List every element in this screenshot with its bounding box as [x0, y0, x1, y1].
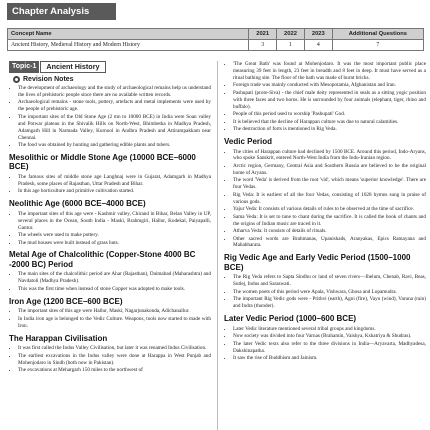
cell-2023: 4 — [304, 40, 332, 51]
list-item: • 'The Great Bath' was found at Mohenjodaro. It was the most important public place measuring 39 feet in length, 23 feet in breadth and 8 feet in deep. It must have served as a ritual bathing site. The floor of the bath was made of burnt bricks. — [233, 61, 426, 82]
list-item: • Atharva Veda: It consists of details of rituals. — [233, 228, 426, 235]
intro-list — [9, 85, 211, 149]
later-vedic-list — [224, 326, 426, 362]
revision-notes-heading — [13, 76, 211, 83]
section-heading-vedic: Vedic Period — [224, 137, 273, 147]
col-concept-name: Concept Name — [8, 29, 249, 40]
list-item: • The famous sites of middle stone age Langhnaj were in Gujarat, Adamgarh in Madhya Pradesh, some places of Rajasthan, Uttar Pradesh and Bihar. — [18, 174, 211, 188]
list-item: • The word 'Veda' is derived from the root 'vid', which means 'superior knowledge'. There are four Vedas. — [233, 177, 426, 191]
iron-age-list — [9, 308, 211, 329]
list-item: • The important sites of this age were Hallur, Maski, Nagarjunakonda, Adichanallur. — [18, 308, 211, 315]
topic-tag: Topic-1 — [9, 61, 39, 73]
section-heading-chalcolithic: Metal Age of Chalcolithic (Copper-Stone 4000 BC -2000 BC) Period — [9, 250, 196, 269]
chapter-analysis-table — [7, 28, 424, 51]
vedic-list — [224, 149, 426, 250]
list-item: • This was the first time when instead of stone Copper was adopted to make tools. — [18, 286, 211, 293]
topic-banner — [9, 61, 211, 73]
section-heading-early-vedic: Rig Vedic Age and Early Vedic Period (1500–1000 BCE) — [224, 253, 411, 272]
table-row — [8, 40, 424, 51]
right-column — [224, 61, 426, 430]
harappan-continued-list — [224, 61, 426, 133]
col-2022: 2022 — [277, 29, 305, 40]
list-item: • Foreign trade was mainly conducted with Mesopotamia, Afghanistan and Iran. — [233, 82, 426, 89]
cell-2021: 3 — [249, 40, 277, 51]
cell-concept: Ancient History, Medieval History and Modern History — [8, 40, 249, 51]
neolithic-list — [9, 211, 211, 247]
col-additional-questions: Additional Questions — [332, 29, 423, 40]
col-2021: 2021 — [249, 29, 277, 40]
table-header-row — [8, 29, 424, 40]
col-2023: 2023 — [304, 29, 332, 40]
chalcolithic-list — [9, 271, 211, 292]
list-item: • The mud houses were built instead of grass huts. — [18, 240, 211, 247]
mesolithic-list — [9, 174, 211, 195]
list-item: • Rig Veda: It is earliest of all the four Vedas, consisting of 1028 hymns sung in praise of various gods. — [233, 192, 426, 206]
list-item: • People of this period used to worship 'Pashupati' God. — [233, 111, 426, 118]
revision-notes-label: Revision Notes — [23, 76, 74, 83]
list-item: • Pashupati (proto-Siva) - the chief male deity represented in seals as a sitting yogic position with three faces and two horns. He is surrounded by four animals (elephant, tiger, rhino and buffalo). — [233, 90, 426, 111]
list-item: • The important sites of this age were - Kashmir valley, Chirand in Bihar, Belan Valley in UP, several places in the Ocean, South India - Maski, Brahmgiri, Hallur, Kodekal, Paiyapalli, Gantur. — [18, 211, 211, 232]
list-item: • Now society was divided into four Varnas (Brahamin, Vaishya, Kshatriya & Shudras). — [233, 333, 426, 340]
list-item: • The women poets of this period were Apala, Vishwara, Ghosa and Lopamudra. — [233, 289, 426, 296]
revision-notes-icon — [13, 76, 20, 83]
list-item: • It is believed that the decline of Harappan culture was due to natural calamities. — [233, 119, 426, 126]
topic-name: Ancient History — [40, 61, 105, 73]
list-item: • Later Vedic literature mentioned several tribal groups and kingdoms. — [233, 326, 426, 333]
list-item: • Sama Veda: It is set to tune to chant during the sacrifice. It is called the book of chants and the origins of Indian music are traced in it. — [233, 214, 426, 228]
harappan-list — [9, 345, 211, 374]
list-item: • In India iron age is belonged to the Vedic Culture. Weapons, tools now started to made with Iron. — [18, 316, 211, 330]
list-item: • The wheels were used to make pottery. — [18, 232, 211, 239]
list-item: • The development of archaeology and the study of archaeological remains help us understand the lives of prehistoric people since there are no available written records. — [18, 85, 211, 99]
list-item: • The later Vedic texts also refer to the three divisions in India—Aryavarta, Madhyadesa, Dakshinapatha. — [233, 341, 426, 355]
column-divider — [217, 61, 218, 430]
list-item: • The destruction of forts is mentioned in Rig Veda. — [233, 126, 426, 133]
list-item: • The excavations at Mehargarh 150 miles to the northwest of — [18, 367, 211, 374]
section-heading-neolithic: Neolithic Age (6000 BCE–4000 BCE) — [9, 199, 146, 209]
list-item: • The important sites of the Old Stone Age (2 mn to 10000 BCE) in India were Soan valley and Potwar plateau in the Shivalik Hills on North-West, Bhimbetka in Madhya Pradesh, Adamgarh Hill in Narmada Valley, Kurnool in Andhra Pradesh and Attirampakkam near Chennai. — [18, 114, 211, 142]
left-column — [9, 61, 211, 430]
list-item: • In this age horticulture and primitive cultivation started. — [18, 188, 211, 195]
section-heading-later-vedic: Later Vedic Period (1000–600 BCE) — [224, 314, 357, 324]
cell-2022: 1 — [277, 40, 305, 51]
list-item: • The earliest excavations in the Indus valley were done at Harappa in West Punjab and Mohenjodaro in Sindh (both now in Pakistan). — [18, 353, 211, 367]
early-vedic-list — [224, 274, 426, 310]
list-item: • The main sites of the chalcolithic period are Ahar (Rajasthan), Daimabad (Maharashtra) and Navdatoli (Madhya Pradesh). — [18, 271, 211, 285]
list-item: • Archaeological remains - stone tools, pottery, artefacts and metal implements were used by the people of prehistoric age. — [18, 99, 211, 113]
list-item: • It was first called the Indus Valley Civilisation, but later it was renamed Indus Civilisation. — [18, 345, 211, 352]
list-item: • Arctic region, Germany, Central Asia and Southern Russia are believed to be the original home of Aryans. — [233, 163, 426, 177]
section-heading-harappan: The Harappan Civilisation — [9, 333, 108, 343]
section-heading-iron-age: Iron Age (1200 BCE–600 BCE) — [9, 296, 123, 306]
list-item: • The food was obtained by hunting and gathering edible plants and tubers. — [18, 142, 211, 149]
list-item: • Other sacred words are Brahmanas, Upanishads, Aranyakas, Epics Ramayana and Mahabharata. — [233, 236, 426, 250]
list-item: • The Rig Veda refers to Sapta Sindhu or land of seven rivers—Jhelum, Chenab, Ravi, Beas, Sutlej, Indus and Saraswati. — [233, 274, 426, 288]
list-item: • The important Rig Vedic gods were - Prithvi (earth), Agni (fire), Vayu (wind), Varuna (rain) and Indra (thunder). — [233, 296, 426, 310]
cell-additional: 7 — [332, 40, 423, 51]
list-item: • The cities of Harappan culture had declined by 1500 BCE. Around this period, Indo-Aryans, who spoke Sanskrit, entered North-West India from the Indo-Iranian region. — [233, 149, 426, 163]
section-heading-mesolithic: Mesolithic or Middle Stone Age (10000 BCE–6000 BCE) — [9, 152, 196, 172]
list-item: • Yajur Veda: It consists of various details of rules to be observed at the time of sacrifice. — [233, 206, 426, 213]
list-item: • It saw the rise of Buddhism and Jainism. — [233, 355, 426, 362]
chapter-analysis-header: Chapter Analysis — [7, 3, 116, 20]
